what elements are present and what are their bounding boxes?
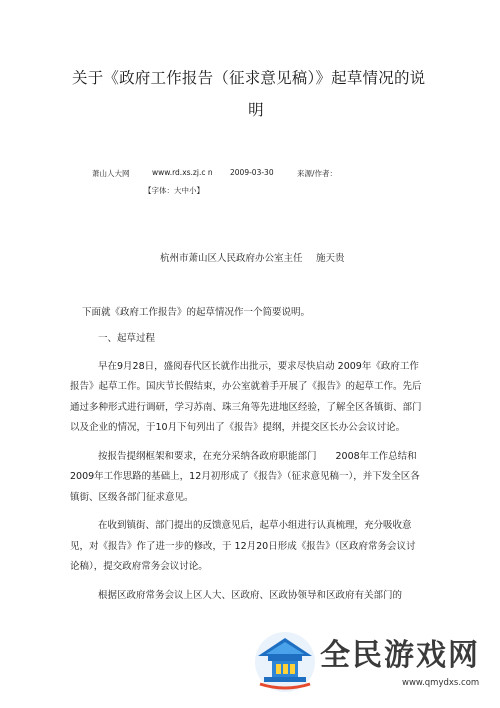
document-body-2	[70, 329, 422, 606]
paragraph-intro: 下面就《政府工作报告》的起草情况作一个简要说明。	[82, 307, 311, 318]
meta-source: 来源/作者：	[297, 169, 338, 178]
paragraph-4: 根据区政府常务会议上区人大、区政府、区政协领导和区政府有关部门的	[98, 589, 403, 601]
paragraph-1: 早在9月28日，盛阅春代区长就作出批示，要求尽快启动 2009年《政府工作报告》起草工作。国庆节长假结束，办公室就着手开展了《报告》的起草工作。先后通过多种形式进行调研，学习苏南、珠三角等先进地区经验，了解全区各镇街、部门以及企业的情况，于10月下旬列出了《报告》提纲，并提交区长办公会议讨论。	[70, 360, 422, 433]
author-org: 杭州市萧山区人民政府办公室主任	[160, 253, 303, 264]
meta-url[interactable]: www.rd.xs.zj.c n	[152, 168, 213, 177]
paragraph-2: 按报告提纲框架和要求，在充分采纳各政府职能部门 2008年工作总结和2009年工作思路的基础上，12月初形成了《报告》（征求意见稿一），并下发全区各镇街、区级各部门征求意见。	[70, 450, 420, 503]
document-title	[72, 62, 432, 126]
watermark	[252, 626, 492, 698]
watermark-url: www.qmydxs.com	[402, 678, 480, 688]
paragraph-3: 在收到镇街、部门提出的反馈意见后，起草小组进行认真梳理，充分吸收意见，对《报告》作了进一步的修改，于 12月20日形成《报告》（区政府常务会议讨论稿），提交政府常务会议讨论。	[70, 520, 416, 572]
title-line-1: 关于《政府工作报告（征求意见稿）》起草情况的说	[72, 69, 426, 87]
meta-site: 萧山人大网	[92, 169, 130, 178]
author-name: 施天贵	[316, 253, 345, 264]
temple-logo-icon	[252, 626, 318, 694]
watermark-name: 全民游戏网	[320, 638, 480, 673]
meta-date: 2009-03-30	[230, 168, 274, 177]
document-body	[70, 303, 422, 324]
font-size-selector[interactable]: 【字体：大中小】	[144, 186, 204, 195]
section-heading-process: 一、起草过程	[98, 333, 156, 344]
title-line-2: 明	[248, 101, 264, 119]
